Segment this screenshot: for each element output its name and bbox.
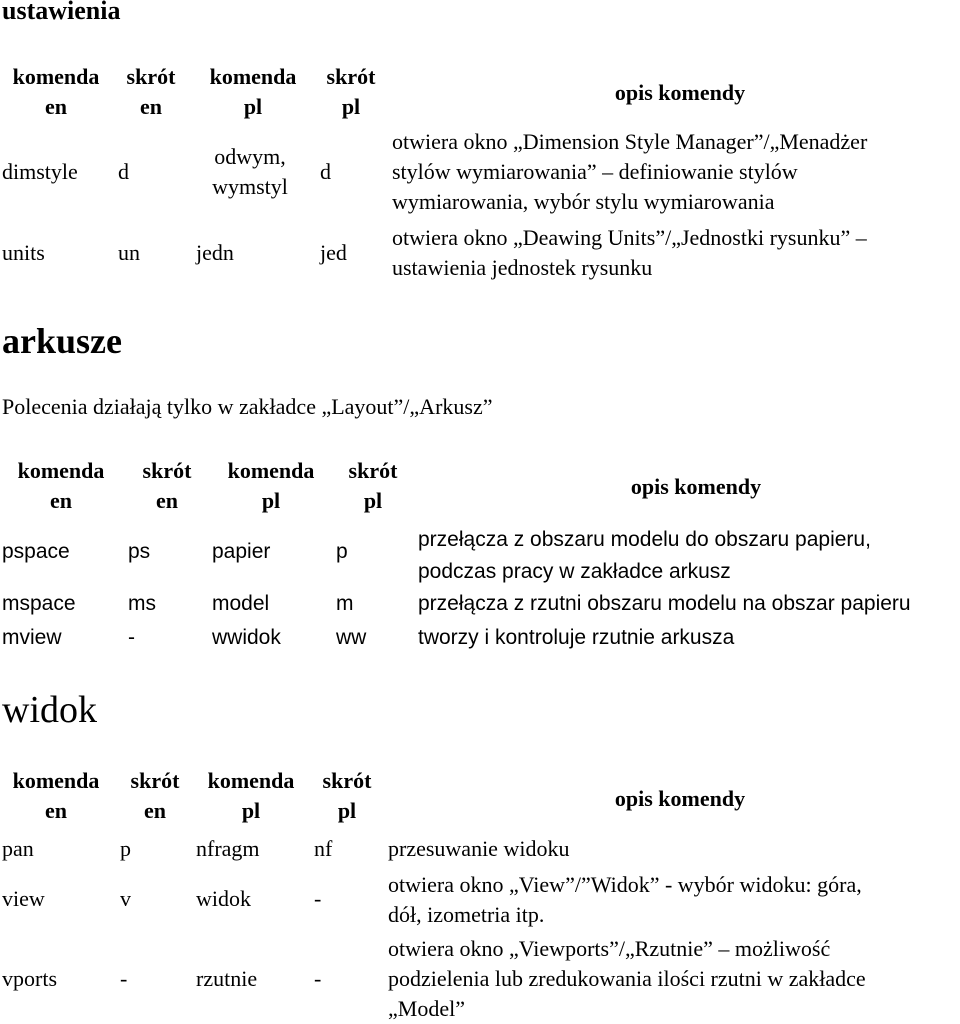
header-cmd-pl: komenda pl bbox=[227, 458, 315, 513]
header-desc: opis komendy bbox=[614, 786, 746, 811]
header-short-pl: skrót pl bbox=[348, 458, 398, 513]
cell-desc: tworzy i kontroluje rzutnie arkusza bbox=[418, 626, 735, 649]
cell-desc: otwiera okno „Viewports”/„Rzutnie” – możliwość podzielenia lub zredukowania ilości rzutni w zakładce „Model” bbox=[388, 936, 866, 1021]
cell-cmd-pl: widok bbox=[196, 886, 251, 911]
header-cmd-pl: komenda pl bbox=[209, 64, 297, 119]
header-short-pl: skrót pl bbox=[322, 768, 372, 823]
cell-cmd-pl: jedn bbox=[196, 240, 234, 265]
cell-short-en: v bbox=[120, 886, 131, 911]
header-desc: opis komendy bbox=[614, 80, 746, 105]
cell-short-en: un bbox=[118, 240, 140, 265]
cell-cmd-pl: model bbox=[212, 592, 270, 615]
cell-cmd-pl: odwym, wymstyl bbox=[212, 144, 288, 199]
cell-short-en: - bbox=[120, 966, 128, 991]
cell-short-pl: ww bbox=[336, 626, 367, 649]
cell-desc: otwiera okno „Dimension Style Manager”/„Menadżer stylów wymiarowania” – definiowanie stylów wymiarowania, wybór stylu wymiarowania bbox=[392, 129, 868, 214]
section-title-widok: widok bbox=[2, 689, 97, 731]
cell-cmd-pl: wwidok bbox=[212, 626, 281, 649]
cell-cmd-pl: papier bbox=[212, 540, 271, 563]
cell-short-pl: - bbox=[314, 886, 322, 911]
header-short-pl: skrót pl bbox=[326, 64, 376, 119]
cell-short-pl: jed bbox=[320, 240, 347, 265]
cell-cmd-pl: rzutnie bbox=[196, 966, 258, 991]
header-desc: opis komendy bbox=[630, 474, 762, 499]
cell-short-en: ps bbox=[128, 540, 151, 563]
cell-desc: przesuwanie widoku bbox=[388, 836, 570, 861]
cell-desc: otwiera okno „Deawing Units”/„Jednostki rysunku” – ustawienia jednostek rysunku bbox=[392, 225, 867, 280]
cell-cmd-en: pan bbox=[2, 836, 34, 861]
cell-cmd-pl: nfragm bbox=[196, 836, 260, 861]
cell-cmd-en: mview bbox=[2, 626, 62, 649]
cell-cmd-en: dimstyle bbox=[2, 159, 78, 184]
cell-desc: przełącza z rzutni obszaru modelu na obszar papieru bbox=[418, 592, 911, 615]
section-note: Polecenia działają tylko w zakładce „Layout”/„Arkusz” bbox=[2, 394, 493, 419]
cell-short-en: - bbox=[128, 626, 135, 649]
cell-cmd-en: mspace bbox=[2, 592, 76, 615]
header-cmd-en: komenda en bbox=[12, 64, 100, 119]
cell-short-pl: - bbox=[314, 966, 322, 991]
header-cmd-pl: komenda pl bbox=[207, 768, 295, 823]
cell-short-pl: d bbox=[320, 159, 331, 184]
cell-short-en: d bbox=[118, 159, 129, 184]
cell-cmd-en: units bbox=[2, 240, 45, 265]
header-cmd-en: komenda en bbox=[12, 768, 100, 823]
cell-cmd-en: vports bbox=[2, 966, 57, 991]
cell-desc: przełącza z obszaru modelu do obszaru papieru, podczas pracy w zakładce arkusz bbox=[418, 528, 871, 583]
header-short-en: skrót en bbox=[126, 64, 176, 119]
section-title-arkusze: arkusze bbox=[2, 321, 122, 361]
cell-short-pl: p bbox=[336, 540, 348, 563]
header-short-en: skrót en bbox=[130, 768, 180, 823]
cell-cmd-en: view bbox=[2, 886, 45, 911]
header-cmd-en: komenda en bbox=[17, 458, 105, 513]
cell-short-en: ms bbox=[128, 592, 156, 615]
cell-short-en: p bbox=[120, 836, 131, 861]
header-short-en: skrót en bbox=[142, 458, 192, 513]
cell-cmd-en: pspace bbox=[2, 540, 70, 563]
section-title-ustawienia: ustawienia bbox=[2, 0, 121, 25]
cell-short-pl: m bbox=[336, 592, 354, 615]
cell-short-pl: nf bbox=[314, 836, 333, 861]
cell-desc: otwiera okno „View”/”Widok” - wybór widoku: góra, dół, izometria itp. bbox=[388, 872, 862, 927]
